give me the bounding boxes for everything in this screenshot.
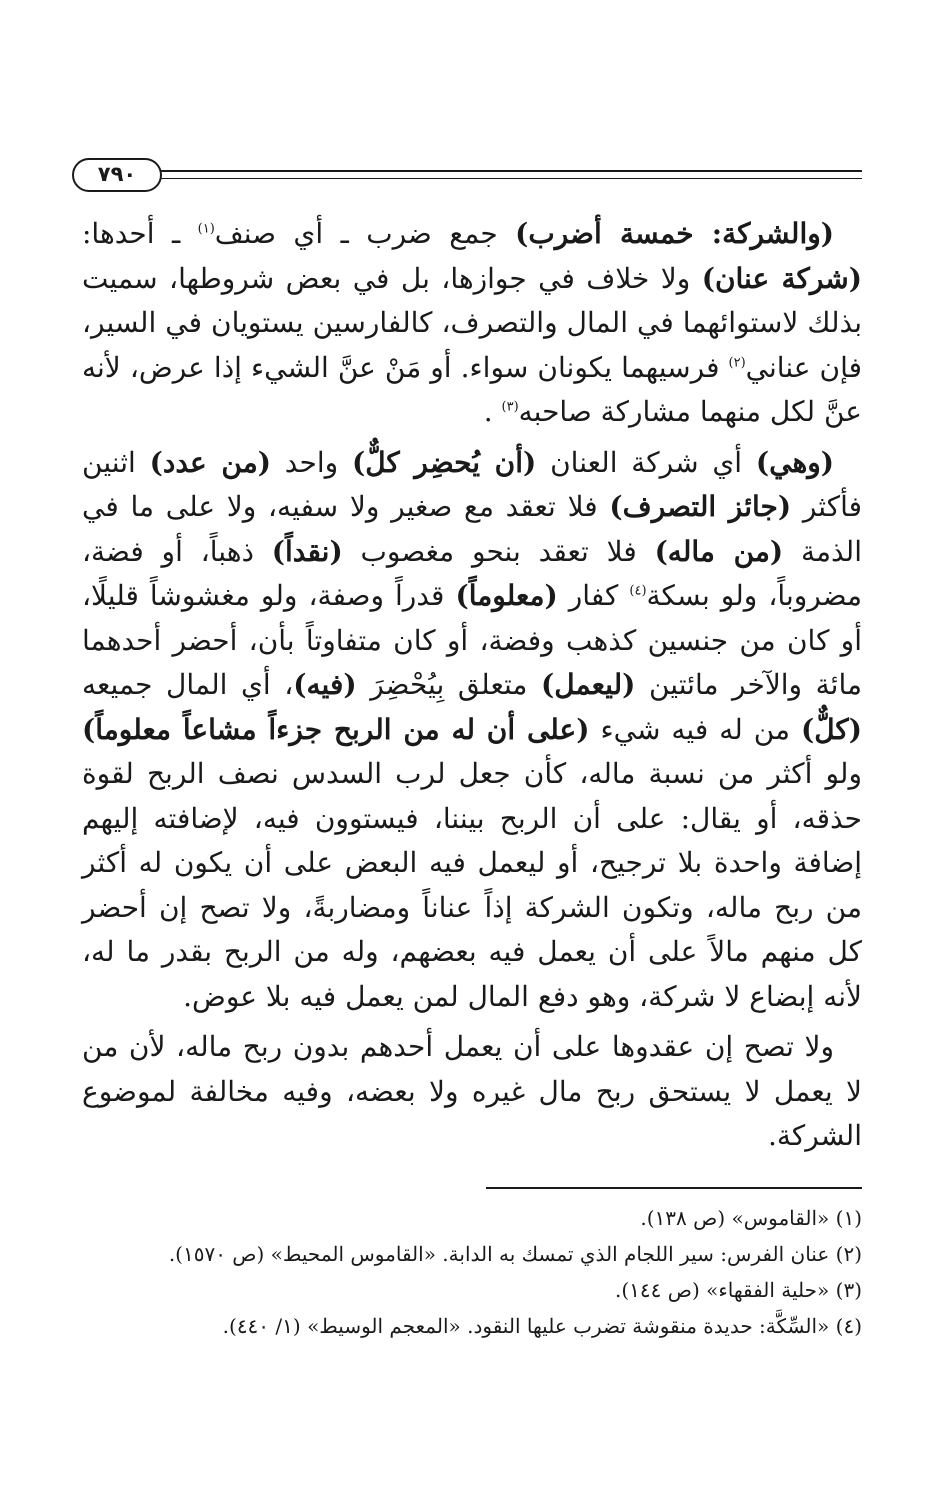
paragraph-3: ولا تصح إن عقدوها على أن يعمل أحدهم بدون ربح ماله، لأن من لا يعمل لا يستحق ربح مال غيره ولا بعضه، وفيه مخالفة لموضوع الشركة. [82,1030,862,1152]
bold-phrase: (معلوماً) [455,579,558,612]
text-run: ، أي المال جميعه [82,668,294,701]
text-run: ـ أحدها: [82,217,198,250]
footnote-ref: (٢) [728,355,746,371]
text-run: ولا خلاف في جوازها، بل في بعض شروطها، سميت بذلك لاستوائهما في المال والتصرف، كالفارسين يستويان في السير، فإن عناني [82,261,863,384]
bold-phrase: (كلٌّ) [800,712,862,746]
bold-phrase: (فيه) [293,668,357,701]
bold-phrase: (على أن له من الربح جزءاً مشاعاً معلوماً) [82,712,590,746]
text-run: متعلق بِيُحْضِرَ [356,668,541,701]
text-run: كفار [557,579,630,612]
footnote-2: (٢) عنان الفرس: سير اللجام الذي تمسك به الدابة. «القاموس المحيط» (ص ١٥٧٠). [168,1242,862,1266]
bold-phrase: (شركة عنان) [701,261,863,295]
bold-phrase: (والشركة: خمسة أضرب) [515,217,834,250]
text-run: ذهباً، أو فضة، مضروباً، ولو بسكة [82,534,862,612]
bold-phrase: (وهي) [755,445,835,479]
text-run: فرسيهما يكونان سواء. أو مَنْ عنَّ الشيء إذا عرض، لأنه عنَّ لكل منهما مشاركة صاحبه [82,350,862,428]
footnotes [82,1202,862,1346]
bold-phrase: (من ماله) [654,534,784,568]
footnote-3: (٣) «حلية الفقهاء» (ص ١٤٤). [615,1278,862,1302]
text-run: أي شركة العنان [536,445,756,479]
footnote-4: (٤) «السِّكَّة: حديدة منقوشة تضرب عليها النقود. «المعجم الوسيط» (١/ ٤٤٠). [222,1314,862,1338]
text-run: ولو أكثر من نسبة ماله، كأن جعل لرب السدس نصف الربح لقوة حذقه، أو يقال: على أن الربح بيننا، فيستوون فيه، لإضافته إليهم إضافة واحدة بلا ترجيح، أو ليعمل فيه البعض على أن يكون له أكثر من ربح ماله، وتكون الشركة إذاً عناناً ومضاربةً، ولا تصح إن أحضر كل منهم مالاً على أن يعمل فيه بعضهم، وله من الربح بقدر ما له، لأنه إبضاع لا شركة، وهو دفع المال لمن يعمل فيه بلا عوض. [82,757,862,1013]
header-rule [156,170,862,179]
bold-phrase: (جائز التصرف) [609,490,792,523]
footnote-1: (١) «القاموس» (ص ١٣٨). [640,1206,862,1230]
text-run: اثنين فأكثر [82,445,862,523]
footnote-ref: (٣) [501,399,519,415]
text-run: من له فيه شيء [589,712,801,746]
text-run: فلا تعقد بنحو مغصوب [342,534,655,568]
footnote-ref: (٤) [629,583,647,599]
main-text [82,212,862,1165]
bold-phrase: (من عدد) [149,445,271,479]
bold-phrase: (ليعمل) [540,668,636,701]
text-run: قدراً وصفة، ولو مغشوشاً قليلًا، أو كان من جنسين كذهب وفضة، أو كان متفاوتاً بأن، أحضر أحدهما مائة والآخر مائتين [82,579,862,701]
bold-phrase: (نقداً) [271,534,343,568]
text-run: فلا تعقد مع صغير ولا سفيه، ولا على ما في الذمة [82,490,862,568]
paragraph-2 [82,441,862,1020]
paragraph-1 [82,212,862,435]
bold-phrase: (أن يُحضِر كلٌّ) [351,445,537,479]
footnote-separator [486,1187,862,1189]
text-run: . [483,395,502,428]
text-run: واحد [270,445,352,479]
page-number: ٧٩٠ [72,158,162,192]
text-run: جمع ضرب ـ أي صنف [214,217,516,250]
footnote-ref: (١) [197,221,215,237]
